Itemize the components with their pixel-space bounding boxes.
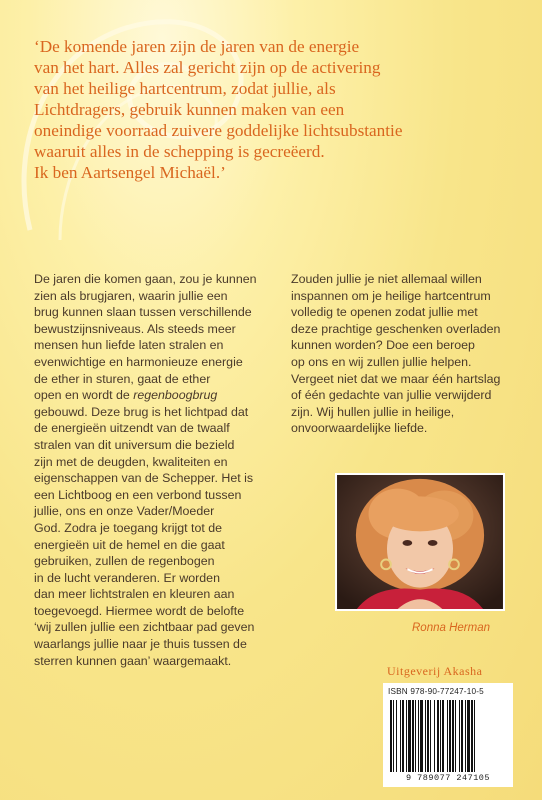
text-line: dan meer lichtstralen en kleuren aan	[34, 587, 235, 602]
text-line: gebruiken, zullen de regenbogen	[34, 554, 215, 569]
text-line: zijn met de deugden, kwaliteiten en	[34, 454, 228, 469]
text-line	[34, 387, 274, 404]
author-photo	[335, 473, 505, 611]
text-segment: open en wordt de	[34, 388, 130, 403]
italic-word: regenboogbrug	[133, 388, 218, 403]
left-text-column	[34, 271, 274, 669]
text-line: brug kunnen slaan tussen verschillende	[34, 305, 252, 320]
text-line: God. Zodra je toegang krijgt tot de	[34, 520, 223, 535]
quote-line: ‘De komende jaren zijn de jaren van de energie	[34, 37, 360, 56]
text-line: deze prachtige geschenken overladen	[291, 321, 501, 336]
text-line: ‘wij zullen jullie een zichtbaar pad geven	[34, 620, 255, 635]
text-line: Zouden jullie je niet allemaal willen	[291, 272, 482, 286]
text-line: jullie, ons en onze Vader/Moeder	[34, 504, 215, 519]
barcode-icon	[388, 700, 508, 772]
text-line: de ether in sturen, gaat de ether	[34, 371, 211, 386]
text-line: sterren kunnen gaan’ waargemaakt.	[34, 653, 232, 668]
portrait-illustration	[337, 475, 503, 609]
text-line: eigenschappen van de Schepper. Het is	[34, 471, 254, 486]
right-text-column	[291, 271, 521, 437]
quote-line: Lichtdragers, gebruik kunnen maken van een	[34, 100, 345, 119]
author-caption: Ronna Herman	[412, 622, 490, 634]
publisher-name: Uitgeverij Akasha	[387, 664, 483, 678]
text-line: kunnen worden? Doe een beroep	[291, 338, 475, 353]
text-line: gebouwd. Deze brug is het lichtpad dat	[34, 404, 249, 419]
quote-line: van het heilige hartcentrum, zodat jullie, als	[34, 79, 336, 98]
text-line: onvoorwaardelijke liefde.	[291, 421, 428, 436]
text-line: evenwichtige en harmonieuze energie	[34, 354, 243, 369]
text-line: Vergeet niet dat we maar één hartslag	[291, 371, 501, 386]
quote-line: waaruit alles in de schepping is gecreëerd.	[34, 142, 325, 161]
text-line: energieën uit de hemel en die gaat	[34, 537, 225, 552]
quote-line: oneindige voorraad zuivere goddelijke lichtsubstantie	[34, 121, 403, 140]
quote-block	[34, 36, 524, 183]
text-line: waarlangs jullie naar je thuis tussen de	[34, 637, 247, 652]
text-line: zijn. Wij hullen jullie in heilige,	[291, 404, 455, 419]
quote-line: Ik ben Aartsengel Michaël.’	[34, 163, 226, 182]
text-line: stralen van dit universum die bezield	[34, 437, 235, 452]
text-line: De jaren die komen gaan, zou je kunnen	[34, 272, 257, 286]
text-line: bewustzijnsniveaus. Als steeds meer	[34, 321, 236, 336]
text-line: in de lucht veranderen. Er worden	[34, 570, 220, 585]
text-line: volledig te openen zodat jullie met	[291, 305, 478, 320]
isbn-label: ISBN 978-90-77247-10-5	[388, 687, 484, 696]
text-line: zien als brugjaren, waarin jullie een	[34, 288, 228, 303]
isbn-barcode-box	[383, 683, 513, 787]
text-line: inspannen om je heilige hartcentrum	[291, 288, 491, 303]
text-line: een Lichtboog en een verbond tussen	[34, 487, 242, 502]
text-line: toegevoegd. Hiermee wordt de belofte	[34, 603, 245, 618]
text-line: de energieën uitzendt van de twaalf	[34, 421, 230, 436]
text-line: of één gedachte van jullie verwijderd	[291, 388, 492, 403]
quote-line: van het hart. Alles zal gericht zijn op de activering	[34, 58, 381, 77]
text-line: mensen hun liefde laten stralen en	[34, 338, 224, 353]
barcode-number: 9 789077 247105	[405, 773, 490, 783]
text-line: op ons en wij zullen jullie helpen.	[291, 354, 472, 369]
